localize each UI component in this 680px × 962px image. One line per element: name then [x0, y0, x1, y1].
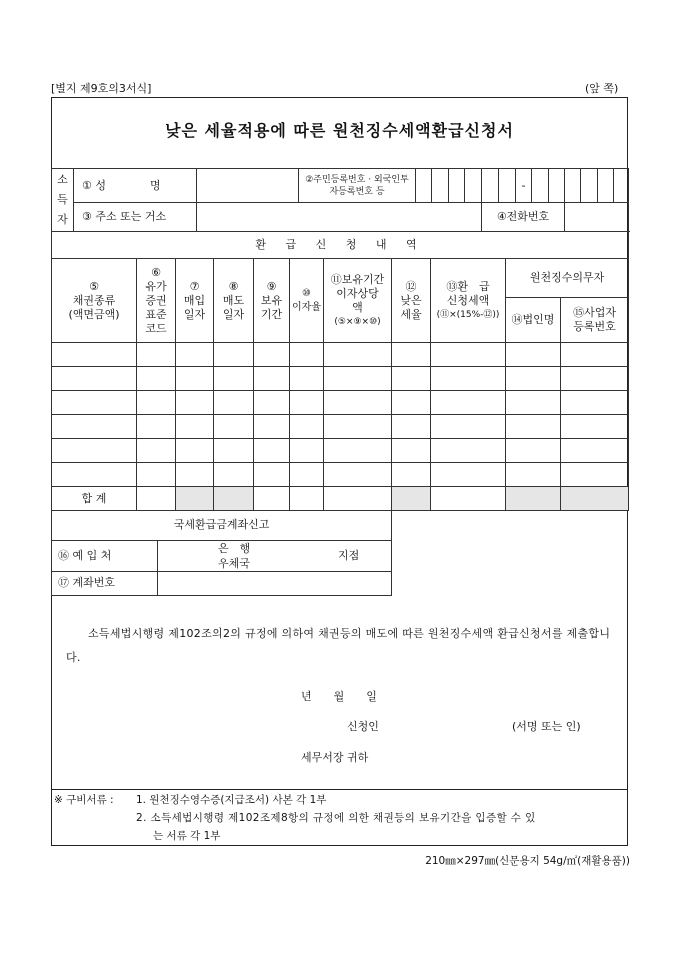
refund-details-table [51, 231, 629, 511]
total-row [52, 487, 629, 511]
deposit-label: ⑯ 예 입 처 [52, 540, 158, 571]
header-low-rate: ⑫ 낮은 세율 [392, 259, 431, 343]
table-row [52, 343, 629, 367]
account-number-field[interactable] [158, 571, 392, 595]
address-field[interactable] [197, 203, 482, 232]
header-interest-amount: ⑪보유기간 이자상당 액 (⑤×⑨×⑩) [324, 259, 392, 343]
table-cell[interactable] [506, 439, 561, 463]
table-cell[interactable] [324, 391, 392, 415]
table-cell[interactable] [254, 343, 290, 367]
table-cell[interactable] [52, 343, 137, 367]
docs-item-2-cont: 는 서류 각 1부 [153, 830, 221, 842]
table-cell[interactable] [176, 439, 214, 463]
table-cell[interactable] [506, 391, 561, 415]
table-cell[interactable] [254, 463, 290, 487]
phone-label: ④전화번호 [482, 203, 565, 232]
paper-spec: 210㎜×297㎜(신문용지 54g/㎡(재활용품)) [425, 855, 630, 867]
table-cell[interactable] [290, 367, 324, 391]
table-cell[interactable] [431, 367, 506, 391]
income-earner-table [51, 168, 629, 232]
total-cell[interactable] [324, 487, 392, 511]
docs-label: ※ 구비서류 : [54, 794, 114, 806]
table-cell[interactable] [431, 343, 506, 367]
table-row [52, 415, 629, 439]
header-biz-number: ⑮사업자 등록번호 [561, 298, 629, 343]
table-cell[interactable] [506, 367, 561, 391]
table-cell[interactable] [254, 415, 290, 439]
header-securities-code: ⑥ 유가 증권 표준 코드 [137, 259, 176, 343]
table-cell[interactable] [254, 439, 290, 463]
table-cell[interactable] [506, 343, 561, 367]
table-cell[interactable] [52, 439, 137, 463]
rrn-digit[interactable] [598, 169, 614, 203]
table-cell[interactable] [561, 343, 629, 367]
table-cell[interactable] [254, 391, 290, 415]
name-field[interactable] [197, 169, 299, 203]
table-row [52, 367, 629, 391]
total-cell[interactable] [431, 487, 506, 511]
table-row [52, 439, 629, 463]
table-cell[interactable] [52, 415, 137, 439]
table-cell[interactable] [137, 463, 176, 487]
table-cell[interactable] [561, 391, 629, 415]
total-cell [214, 487, 254, 511]
table-cell[interactable] [52, 391, 137, 415]
table-cell[interactable] [214, 367, 254, 391]
table-cell[interactable] [506, 415, 561, 439]
rrn-digit[interactable] [465, 169, 482, 203]
table-cell[interactable] [290, 439, 324, 463]
table-cell[interactable] [290, 391, 324, 415]
table-cell[interactable] [506, 463, 561, 487]
header-holding-period: ⑨ 보유 기간 [254, 259, 290, 343]
table-cell[interactable] [176, 367, 214, 391]
header-corp-name: ⑭법인명 [506, 298, 561, 343]
rrn-digit[interactable] [614, 169, 629, 203]
rrn-digit[interactable] [416, 169, 432, 203]
table-cell[interactable] [324, 343, 392, 367]
table-cell[interactable] [431, 415, 506, 439]
addressee: 세무서장 귀하 [301, 751, 369, 764]
table-cell[interactable] [561, 463, 629, 487]
income-earner-label: 소득자 [52, 169, 74, 232]
rrn-digit[interactable] [482, 169, 499, 203]
table-cell[interactable] [52, 463, 137, 487]
signature-label: (서명 또는 인) [512, 720, 581, 733]
rrn-digit[interactable] [565, 169, 581, 203]
rrn-digit[interactable] [581, 169, 598, 203]
table-cell[interactable] [290, 463, 324, 487]
date-line: 년 월 일 [301, 690, 377, 703]
table-cell[interactable] [392, 415, 431, 439]
form-title: 낮은 세율적용에 따른 원천징수세액환급신청서 [165, 121, 514, 140]
rrn-label: ②주민등록번호 · 외국인투 자등록번호 등 [299, 169, 416, 203]
table-cell[interactable] [290, 343, 324, 367]
table-cell[interactable] [392, 367, 431, 391]
address-label: ③ 주소 또는 거소 [74, 203, 197, 232]
table-cell[interactable] [254, 367, 290, 391]
total-cell[interactable] [254, 487, 290, 511]
table-cell[interactable] [324, 415, 392, 439]
applicant-label: 신청인 [347, 720, 379, 733]
table-row [52, 463, 629, 487]
table-cell[interactable] [431, 439, 506, 463]
header-interest-rate: ⑩ 이자율 [290, 259, 324, 343]
deposit-field[interactable]: 은 행 우체국 지점 [158, 540, 392, 571]
statement-text: 소득세법시행령 제102조의2의 규정에 의하여 채권등의 매도에 따른 원천징수세액 환급신청서를 제출합니다. [66, 627, 611, 664]
table-cell[interactable] [392, 439, 431, 463]
total-cell [561, 487, 629, 511]
name-label: ① 성 명 [74, 169, 197, 203]
table-cell[interactable] [561, 367, 629, 391]
table-cell[interactable] [176, 343, 214, 367]
total-cell [506, 487, 561, 511]
table-cell[interactable] [392, 463, 431, 487]
table-cell[interactable] [176, 391, 214, 415]
total-cell [392, 487, 431, 511]
docs-item-1: 1. 원천징수영수증(지급조서) 사본 각 1부 [136, 794, 327, 806]
table-cell[interactable] [324, 463, 392, 487]
table-cell[interactable] [392, 343, 431, 367]
table-cell[interactable] [52, 367, 137, 391]
table-cell[interactable] [176, 463, 214, 487]
details-section-title: 환 급 신 청 내 역 [52, 232, 629, 259]
table-cell[interactable] [214, 463, 254, 487]
total-cell[interactable] [137, 487, 176, 511]
table-cell[interactable] [324, 367, 392, 391]
table-cell[interactable] [214, 343, 254, 367]
rrn-digit[interactable] [499, 169, 516, 203]
table-cell[interactable] [137, 343, 176, 367]
table-cell[interactable] [137, 391, 176, 415]
header-purchase-date: ⑦ 매입 일자 [176, 259, 214, 343]
rrn-digit[interactable] [549, 169, 565, 203]
table-cell[interactable] [137, 415, 176, 439]
account-title: 국세환급금계좌신고 [52, 510, 392, 540]
table-cell[interactable] [431, 391, 506, 415]
form-id: [별지 제9호의3서식] [51, 82, 152, 95]
total-cell[interactable] [290, 487, 324, 511]
table-cell[interactable] [431, 463, 506, 487]
table-cell[interactable] [214, 415, 254, 439]
rrn-digit[interactable] [532, 169, 549, 203]
table-cell[interactable] [392, 391, 431, 415]
refund-account-table [51, 510, 392, 596]
total-label: 합 계 [52, 487, 137, 511]
table-cell[interactable] [137, 367, 176, 391]
header-sale-date: ⑧ 매도 일자 [214, 259, 254, 343]
table-cell[interactable] [561, 439, 629, 463]
page-side: (앞 쪽) [585, 82, 619, 95]
header-bond-type: ⑤ 채권종류 (액면금액) [52, 259, 137, 343]
table-cell[interactable] [214, 439, 254, 463]
table-cell[interactable] [137, 439, 176, 463]
header-withholder: 원천징수의무자 [506, 259, 629, 298]
table-cell[interactable] [176, 415, 214, 439]
header-refund-amount: ⑬환 급 신청세액 (⑪×(15%-⑫)) [431, 259, 506, 343]
rrn-dash: - [516, 169, 532, 203]
table-cell[interactable] [214, 391, 254, 415]
docs-item-2: 2. 소득세법시행령 제102조제8항의 규정에 의한 채권등의 보유기간을 입증할 수 있 [136, 812, 536, 824]
rrn-digit[interactable] [449, 169, 465, 203]
table-cell[interactable] [290, 415, 324, 439]
table-cell[interactable] [561, 415, 629, 439]
table-cell[interactable] [324, 439, 392, 463]
divider [51, 789, 628, 790]
account-number-label: ⑰ 계좌번호 [52, 571, 158, 595]
table-row [52, 391, 629, 415]
phone-field[interactable] [565, 203, 629, 232]
rrn-digit[interactable] [432, 169, 449, 203]
total-cell [176, 487, 214, 511]
